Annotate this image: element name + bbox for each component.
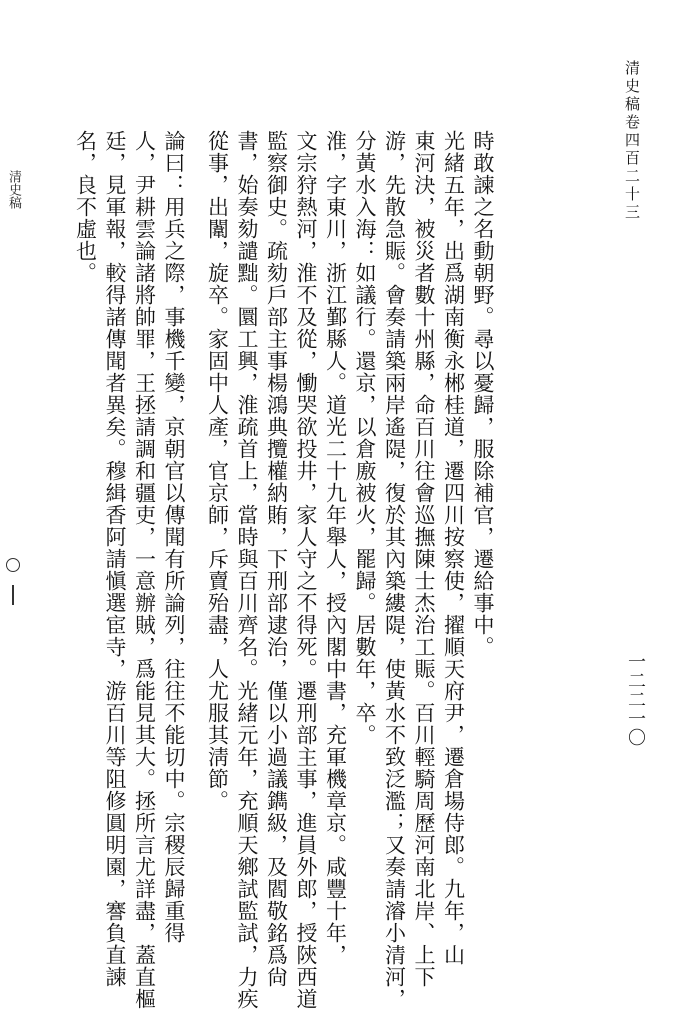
text-line: 書，始奏劾譴黜。圜工興，淮疏首上，當時與百川齊名。光緒元年，充順天鄉試監試，力疾 [235, 130, 259, 1010]
binding-margin-text [4, 170, 21, 670]
text-line: 東河決，被災者數十州縣，命百川往會巡撫陳士杰治工賑。百川輕騎周歷河南北岸、上下 [412, 130, 436, 988]
text-line: 名，良不虛也。 [73, 130, 98, 284]
margin-title: 清史稿 [6, 170, 21, 209]
text-line: 時敢諫之名動朝野。尋以憂歸，服除補官，遷給事中。 [471, 130, 495, 658]
text-line: 廷，見軍報，較得諸傳聞者異矣。穆緝香阿請愼選宦寺，游百川等阻修圓明園，謇負直諫 [103, 130, 127, 988]
text-line: 分黃水入海：如議行。還京，以倉廒被火，罷歸。居數年，卒。 [353, 130, 377, 746]
text-line: 淮，字東川，浙江鄞縣人。道光二十九年舉人，授內閣中書，充軍機章京。咸豐十年， [323, 130, 348, 966]
running-header: 清史稿卷四百二十三 [623, 60, 641, 222]
text-line: 文宗狩熱河，淮不及從，慟哭欲投井，家人守之不得死。遷刑部主事，進員外郎，授陝西道 [294, 130, 318, 1010]
text-line: 游，先散急賑。會奏請築兩岸遙隄，復於其內築縷隄，使黃水不致泛濫；又奏請濬小清河， [382, 130, 407, 1010]
text-line: 光緒五年，出爲湖南衡永郴桂道，遷四川按察使，擢順天府尹，遷倉場侍郎。九年，山 [441, 130, 466, 966]
page-number: 一二二一〇 [625, 652, 646, 747]
text-line: 從事，出闈，旋卒。家固中人產，官京師，斥賣殆盡，人尤服其淸節。 [205, 130, 230, 812]
text-line: 監察御史。疏劾戶部主事楊鴻典攬權納賄，下刑部逮治，僅以小過議鐫級，及閻敬銘爲尙 [264, 130, 289, 988]
page-marker-circle [6, 558, 20, 572]
main-text-body [70, 130, 497, 1010]
text-line: 論曰：用兵之際，事機千變，京朝官以傳聞有所論列，往往不能切中。宗稷辰歸重得 [162, 130, 186, 944]
page-marker-line [12, 585, 14, 605]
text-line: 人，尹耕雲論諸將帥罪，王拯請調和疆吏，一意辦賊，爲能見其大。拯所言尤詳盡，蓋直樞 [132, 130, 157, 1010]
paragraph-gap [188, 130, 202, 990]
